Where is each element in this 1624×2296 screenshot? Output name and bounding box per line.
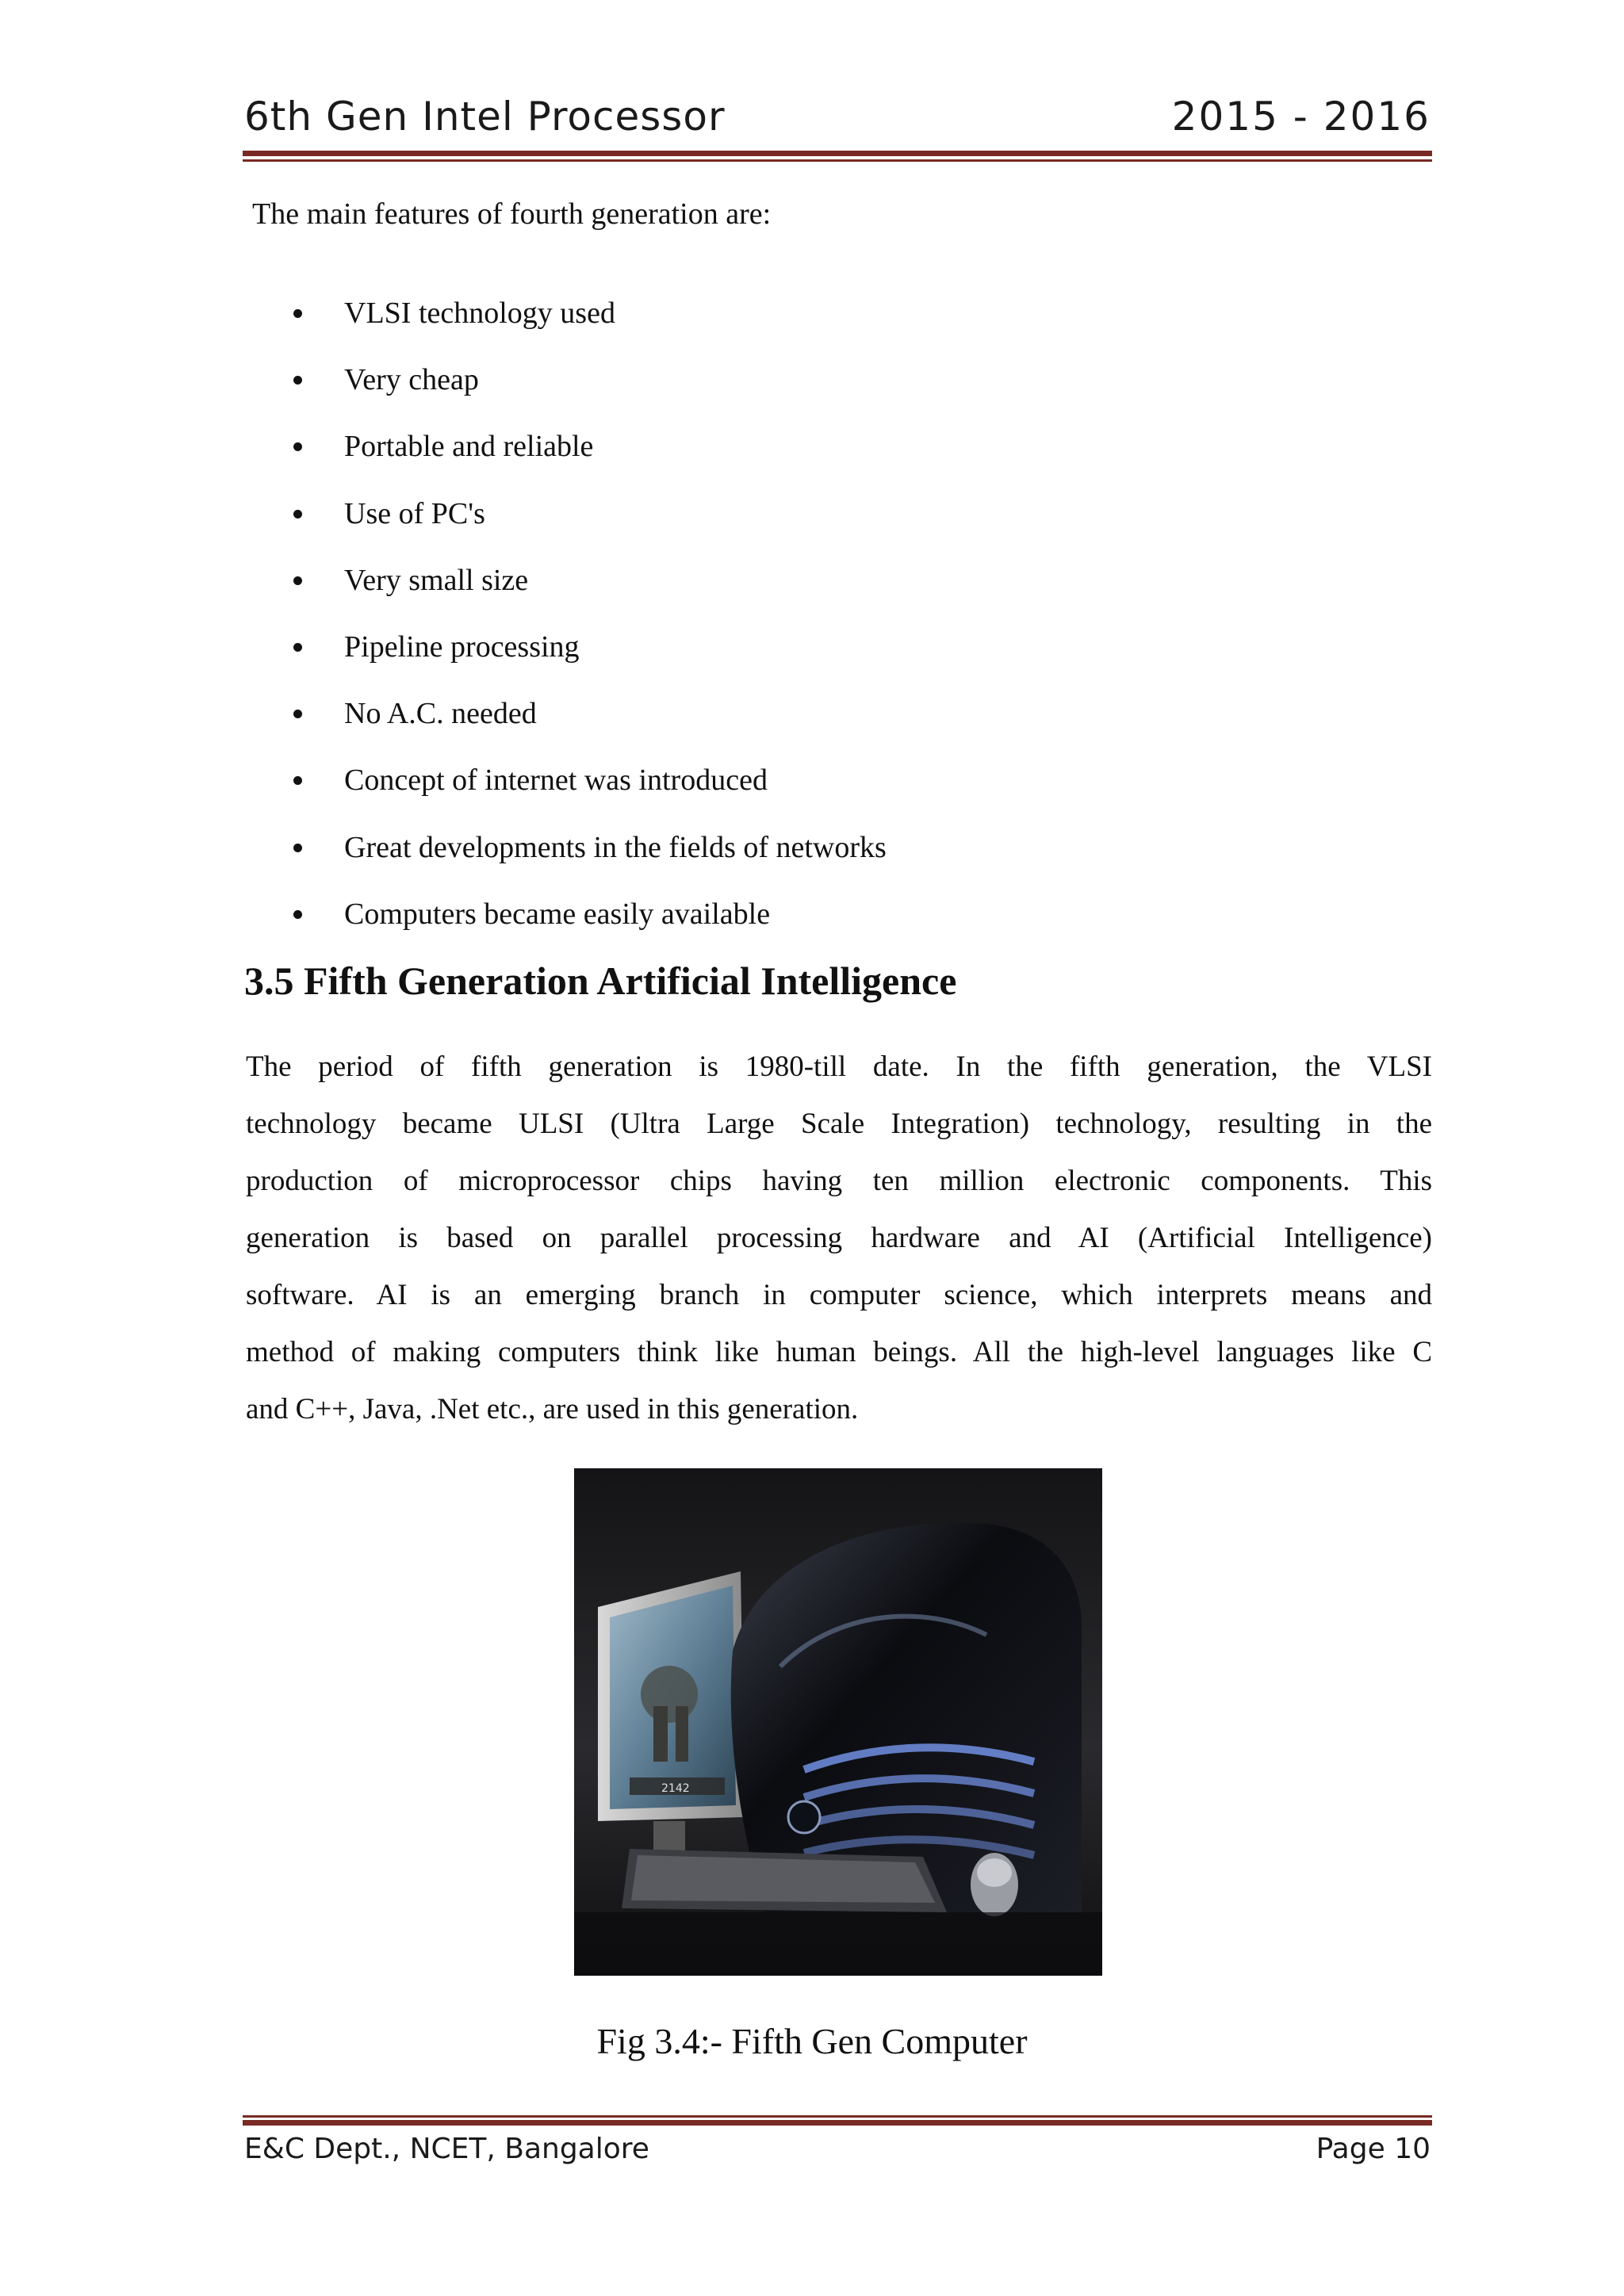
paragraph-line: software. AI is an emerging branch in computer science, which interprets means and [246, 1279, 1432, 1311]
bullet-icon [293, 776, 302, 785]
list-item [293, 420, 887, 487]
intro-text: The main features of fourth generation are: [252, 197, 772, 231]
list-item [293, 554, 887, 621]
list-item [293, 488, 887, 554]
paragraph-line: generation is based on parallel processing hardware and AI (Artificial Intelligence) [246, 1222, 1432, 1254]
paragraph-line: The period of fifth generation is 1980-till date. In the fifth generation, the VLSI [246, 1050, 1432, 1083]
paragraph-line: technology became ULSI (Ultra Large Scale Integration) technology, resulting in the [246, 1108, 1432, 1140]
list-item [293, 754, 887, 821]
bullet-icon [293, 910, 302, 919]
bullet-icon [293, 576, 302, 585]
list-item-text: Very small size [344, 563, 529, 597]
list-item-text: Pipeline processing [344, 629, 580, 664]
list-item [293, 287, 887, 354]
list-item-text: Portable and reliable [344, 430, 594, 464]
paragraph-line: production of microprocessor chips having ten million electronic components. This [246, 1165, 1432, 1197]
header-year: 2015 - 2016 [1171, 94, 1431, 140]
figure-image [574, 1468, 1102, 1976]
list-item-text: Concept of internet was introduced [344, 763, 768, 798]
bullet-icon [293, 376, 302, 385]
list-item-text: VLSI technology used [344, 297, 615, 330]
footer-rule-thin [243, 2115, 1432, 2118]
list-item-text: Use of PC's [344, 496, 485, 530]
figure-caption: Fig 3.4:- Fifth Gen Computer [596, 2021, 1028, 2061]
bullet-icon [293, 710, 302, 718]
list-item-text: No A.C. needed [344, 697, 537, 731]
header-title: 6th Gen Intel Processor [244, 94, 726, 140]
bullet-icon [293, 510, 302, 519]
footer-rule [243, 2120, 1432, 2126]
bullet-icon [293, 844, 302, 852]
footer-department: E&C Dept., NCET, Bangalore [244, 2133, 649, 2165]
header-rule-thin [243, 159, 1432, 162]
list-item [293, 621, 887, 687]
list-item-text: Very cheap [344, 363, 479, 397]
paragraph-line: method of making computers think like human beings. All the high-level languages like C [246, 1336, 1432, 1368]
bullet-icon [293, 643, 302, 652]
header-rule [243, 151, 1432, 156]
section-paragraph [246, 1039, 1432, 1438]
footer-page-number: Page 10 [1316, 2133, 1431, 2165]
list-item-text: Great developments in the fields of networks [344, 830, 887, 864]
feature-list [293, 287, 887, 955]
bullet-icon [293, 309, 302, 318]
list-item-text: Computers became easily available [344, 897, 771, 931]
bullet-icon [293, 442, 302, 451]
list-item [293, 888, 887, 955]
list-item [293, 354, 887, 420]
section-heading: 3.5 Fifth Generation Artificial Intelligence [244, 959, 957, 1003]
paragraph-line: and C++, Java, .Net etc., are used in this generation. [246, 1393, 859, 1425]
screen-text: 2142 [661, 1782, 690, 1795]
list-item [293, 821, 887, 888]
list-item [293, 687, 887, 754]
